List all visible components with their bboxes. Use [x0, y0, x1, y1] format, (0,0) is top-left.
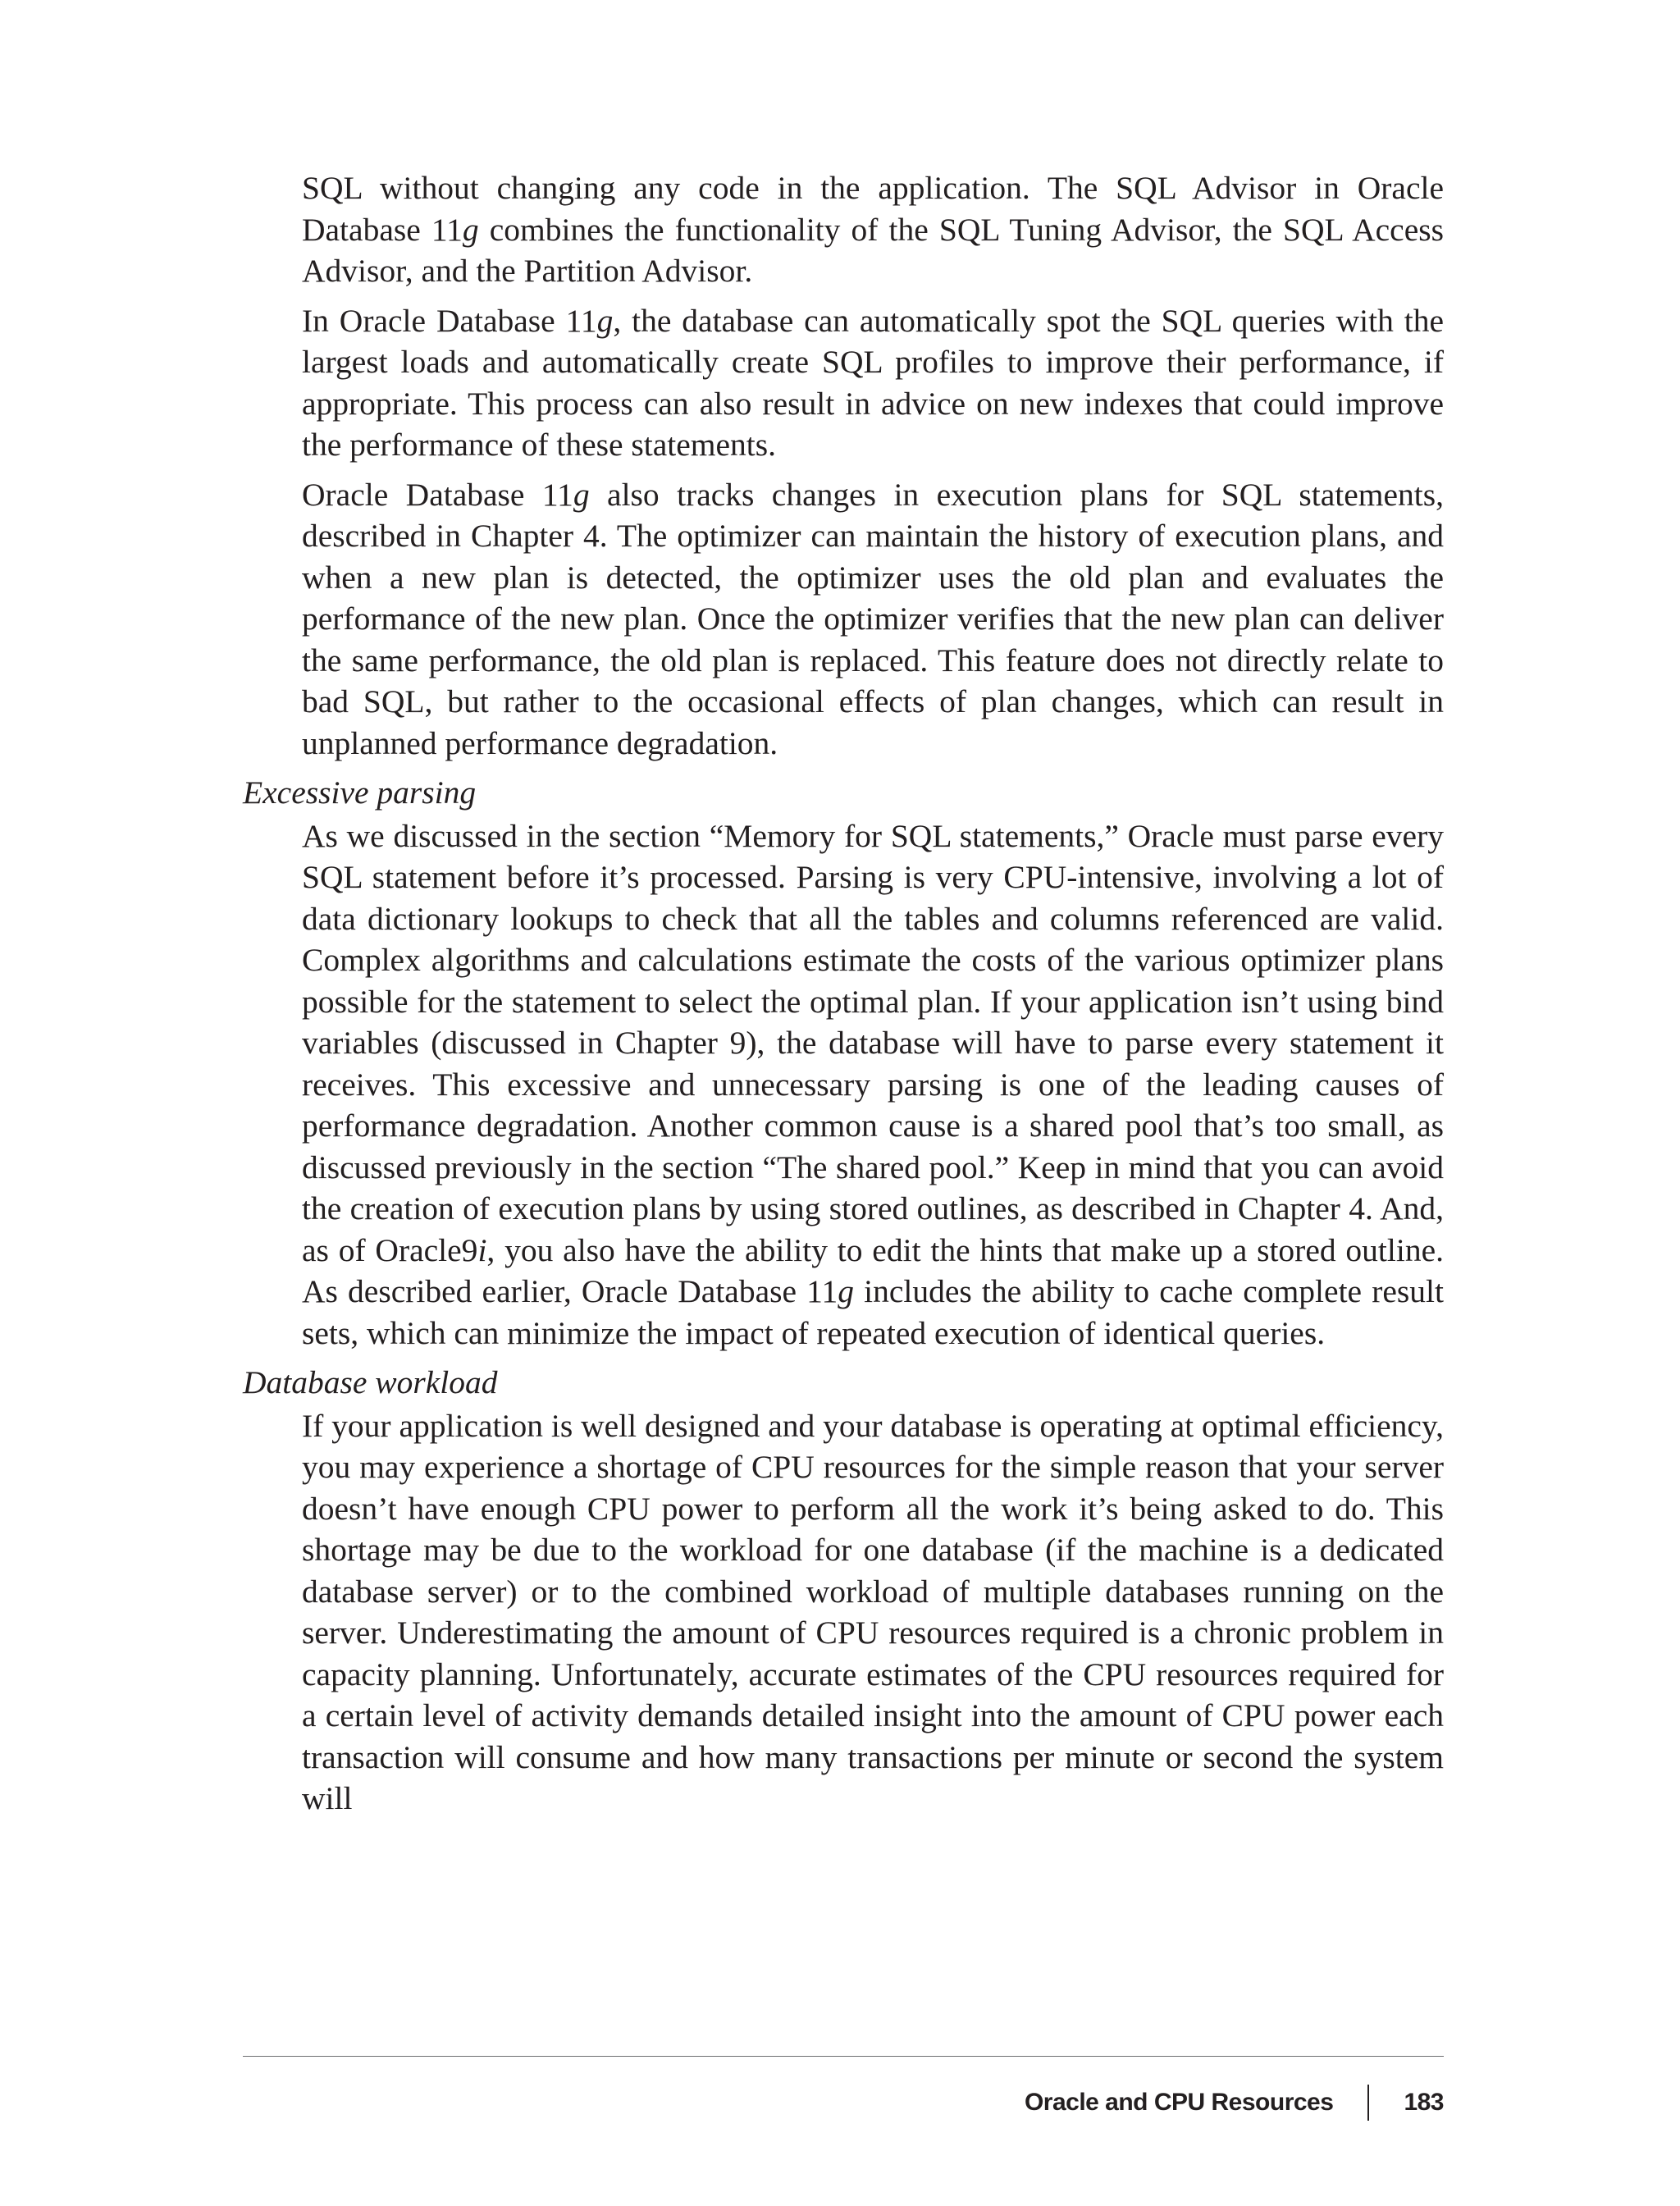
italic-run: i: [477, 1231, 487, 1268]
footer-rule: [243, 2056, 1444, 2057]
italic-run: g: [596, 302, 614, 339]
italic-run: g: [838, 1273, 854, 1309]
italic-run: g: [462, 211, 479, 248]
body-paragraph: SQL without changing any code in the application. The SQL Advisor in Oracle Database 11g combines the functionality of the SQL Tuning Advisor, the SQL Access Advisor, and the Partition Advisor.: [302, 170, 1444, 289]
body-paragraph: In Oracle Database 11g, the database can automatically spot the SQL queries with the largest loads and automatically create SQL profiles to improve their performance, if appropriate. This process can also result in advice on new indexes that could improve the performance of these statements.: [302, 302, 1445, 463]
footer-section-title: Oracle and CPU Resources: [1024, 2089, 1334, 2116]
body-paragraph: As we discussed in the section “Memory for SQL statements,” Oracle must parse every SQL statement before it’s processed. Parsing is very CPU-intensive, involving a lot of data dictionary lookups to check that all the tables and columns referenced are valid. Complex algorithms and calculations estimate the costs of the various optimizer plans possible for the statement to select the optimal plan. If your application isn’t using bind variables (discussed in Chapter 9), the database will have to parse every statement it receives. This excessive and unnecessary parsing is one of the leading causes of performance degradation. Another common cause is a shared pool that’s too small, as discussed previously in the section “The shared pool.” Keep in mind that you can avoid the creation of execution plans by using stored outlines, as described in Chapter 4. And, as of Oracle9i, you also have the ability to edit the hints that make up a stored outline. As described earlier, Oracle Database 11g includes the ability to cache complete result sets, which can minimize the impact of repeated execution of identical queries.: [302, 817, 1445, 1351]
footer-separator: [1367, 2085, 1369, 2121]
body-text: [243, 167, 1444, 1828]
body-paragraph: If your application is well designed and your database is operating at optimal efficiency, you may experience a shortage of CPU resources for the simple reason that your server doesn’t have enough CPU power to perform all the work it’s being asked to do. This shortage may be due to the workload for one database (if the machine is a dedicated database server) or to the combined workload of multiple databases running on the server. Underestimating the amount of CPU resources required is a chronic problem in capacity planning. Unfortunately, accurate estimates of the CPU resources required for a certain level of activity demands detailed insight into the amount of CPU power each transaction will consume and how many transactions per minute or second the system will: [302, 1407, 1444, 1816]
body-paragraph: Oracle Database 11g also tracks changes in execution plans for SQL statements, described in Chapter 4. The optimizer can maintain the history of execution plans, and when a new plan is detected, the optimizer uses the old plan and evaluates the performance of the new plan. Once the optimizer verifies that the new plan can deliver the same performance, the old plan is replaced. This feature does not directly relate to bad SQL, but rather to the occasional effects of plan changes, which can result in unplanned performance degradation.: [302, 476, 1444, 761]
page-number: 183: [1404, 2089, 1444, 2116]
italic-run: g: [573, 476, 590, 513]
term-heading: Database workload: [243, 1364, 498, 1400]
running-footer: [1025, 2082, 1444, 2123]
term-heading: Excessive parsing: [243, 774, 477, 811]
